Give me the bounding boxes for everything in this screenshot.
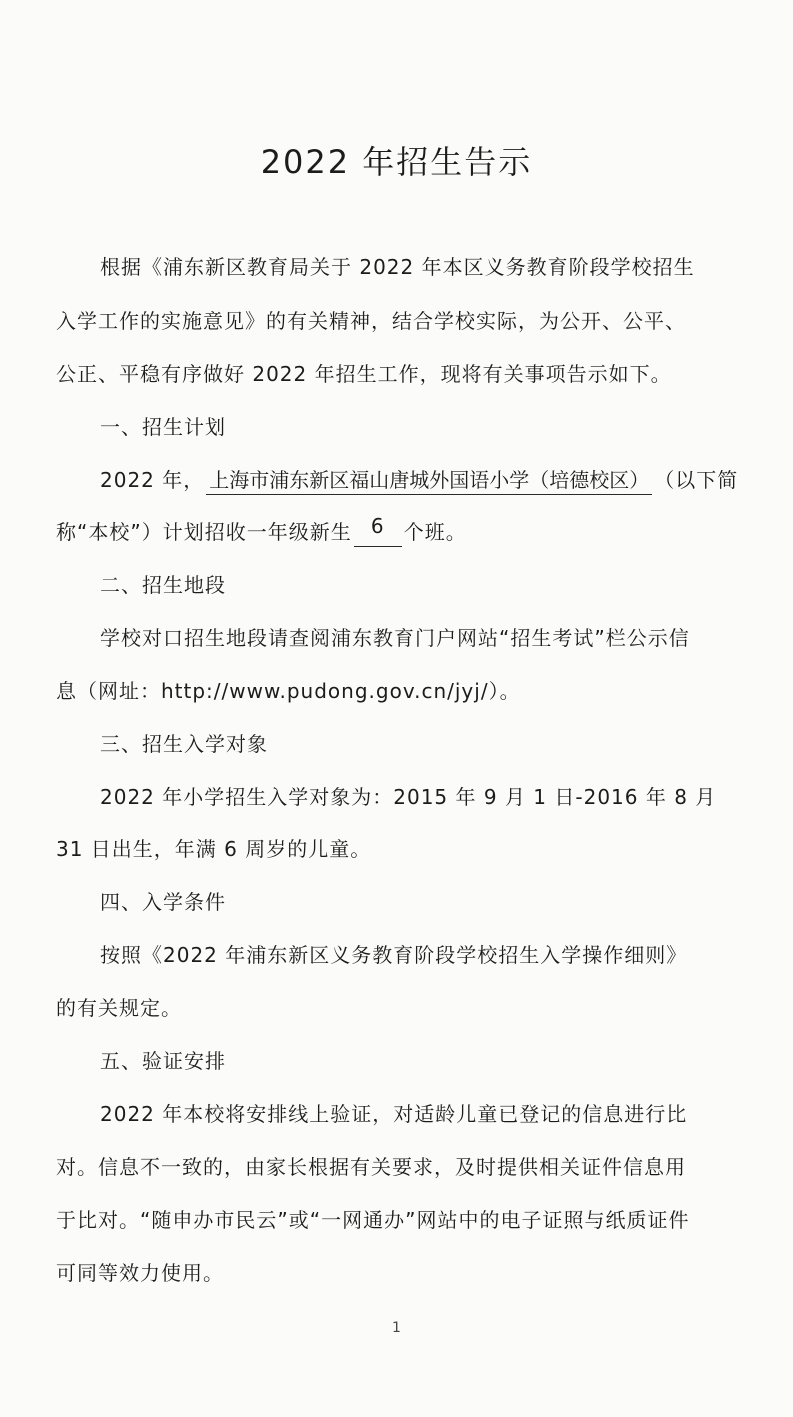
section-4-line-2: 的有关规定。 — [56, 996, 182, 1020]
section-4-heading: 四、入学条件 — [100, 890, 226, 914]
page-title: 2022 年招生告示 — [260, 143, 533, 181]
section-1-heading: 一、招生计划 — [100, 415, 226, 439]
section-4-line-1: 按照《2022 年浦东新区义务教育阶段学校招生入学操作细则》 — [100, 943, 688, 967]
section-2-heading: 二、招生地段 — [100, 573, 226, 597]
section-1-line-2-suffix: 个班。 — [403, 520, 467, 544]
section-1-line-1-suffix: （以下简 — [654, 468, 739, 492]
section-5-line-2: 对。信息不一致的，由家长根据有关要求，及时提供相关证件信息用 — [56, 1155, 686, 1179]
section-5-heading: 五、验证安排 — [100, 1049, 226, 1073]
section-2-line-1: 学校对口招生地段请查阅浦东教育门户网站“招生考试”栏公示信 — [100, 626, 690, 650]
section-1-line-2-prefix: 称“本校”）计划招收一年级新生 — [56, 520, 352, 544]
section-1-line-1-prefix: 2022 年， — [100, 468, 205, 492]
section-2-line-2: 息（网址：http://www.pudong.gov.cn/jyj/）。 — [56, 679, 521, 703]
section-3-heading: 三、招生入学对象 — [100, 732, 268, 756]
section-5-line-1: 2022 年本校将安排线上验证，对适龄儿童已登记的信息进行比 — [100, 1102, 688, 1126]
section-5-line-4: 可同等效力使用。 — [56, 1261, 224, 1285]
section-3-line-2: 31 日出生，年满 6 周岁的儿童。 — [56, 837, 372, 861]
section-3-line-1: 2022 年小学招生入学对象为：2015 年 9 月 1 日-2016 年 8 月 — [100, 785, 717, 809]
class-count-value: 6 — [370, 514, 385, 538]
intro-line-2: 入学工作的实施意见》的有关精神，结合学校实际，为公开、公平、 — [56, 309, 686, 333]
page-number: 1 — [392, 1320, 401, 1336]
section-5-line-3: 于比对。“随申办市民云”或“一网通办”网站中的电子证照与纸质证件 — [56, 1208, 690, 1232]
school-name-fill: 上海市浦东新区福山唐城外国语小学（培德校区） — [206, 466, 652, 495]
intro-line-1: 根据《浦东新区教育局关于 2022 年本区义务教育阶段学校招生 — [100, 255, 695, 279]
section-1-line-1 — [100, 466, 738, 495]
intro-line-3: 公正、平稳有序做好 2022 年招生工作，现将有关事项告示如下。 — [56, 362, 672, 386]
section-1-line-2 — [56, 514, 467, 547]
class-count-fill — [354, 514, 402, 547]
